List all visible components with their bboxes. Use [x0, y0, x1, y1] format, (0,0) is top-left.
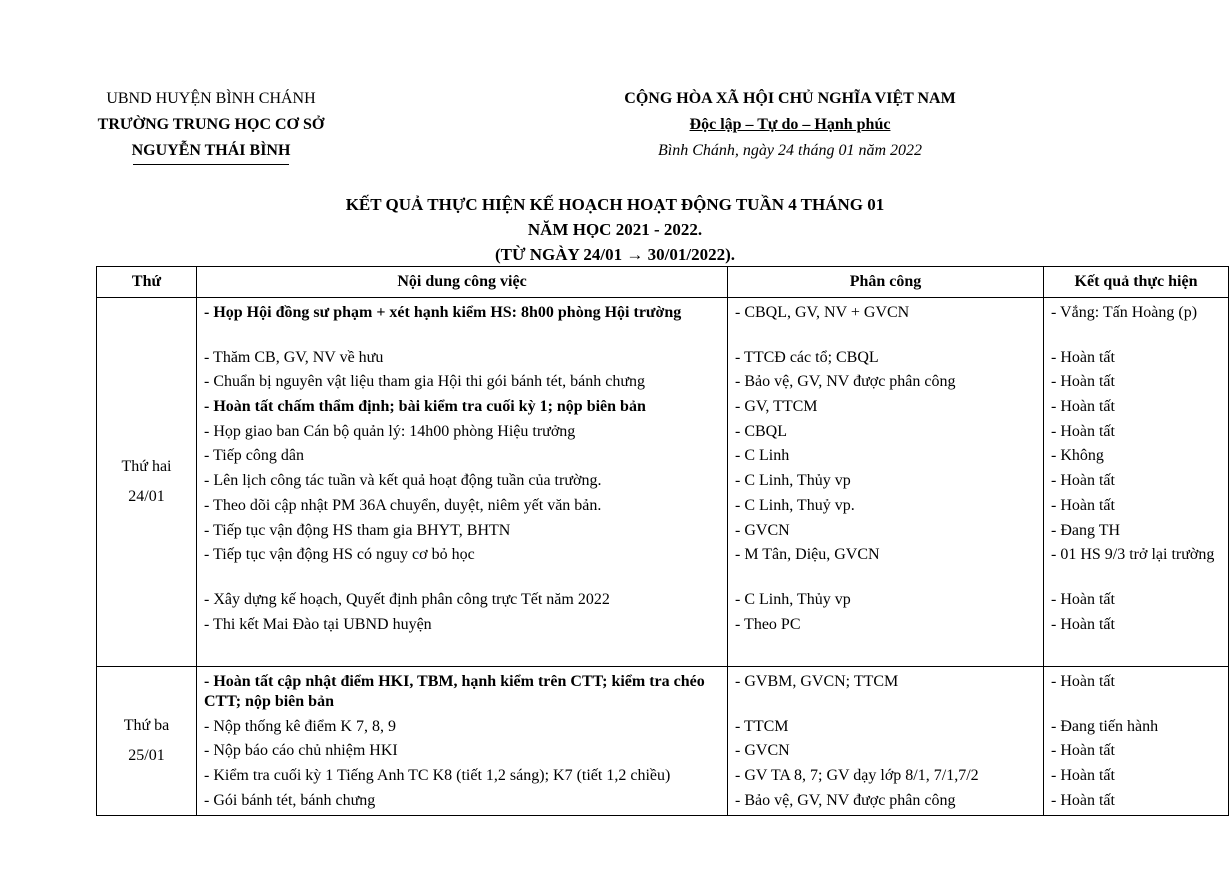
- assign-item: - C Linh, Thủy vp: [735, 472, 851, 490]
- place-date: Bình Chánh, ngày 24 tháng 01 năm 2022: [658, 142, 922, 159]
- result-item: - Hoàn tất: [1051, 742, 1115, 760]
- assign-item: - Theo PC: [735, 615, 801, 633]
- task-item: - Thăm CB, GV, NV về hưu: [204, 348, 384, 366]
- result-item: - Hoàn tất: [1051, 373, 1115, 391]
- title-line-1: KẾT QUẢ THỰC HIỆN KẾ HOẠCH HOẠT ĐỘNG TUẦN 4 THÁNG 01: [345, 195, 885, 214]
- day-date: 25/01: [128, 747, 165, 765]
- task-item: - Tiếp tục vận động HS tham gia BHYT, BHTN: [204, 521, 511, 539]
- table-row: [97, 298, 1229, 667]
- assign-item: - Bảo vệ, GV, NV được phân công: [735, 791, 956, 809]
- plan-table: [96, 266, 1229, 816]
- assign-item: - C Linh: [735, 447, 790, 465]
- result-item: - Không: [1051, 447, 1104, 465]
- title-line-3: (TỪ NGÀY 24/01 → 30/01/2022).: [494, 245, 736, 264]
- result-item: - Hoàn tất: [1051, 673, 1115, 690]
- table-header-row: [97, 267, 1229, 298]
- issuer-district: UBND HUYỆN BÌNH CHÁNH: [106, 90, 316, 107]
- task-item: - Tiếp công dân: [204, 447, 304, 465]
- result-item: - Vắng: Tấn Hoàng (p): [1051, 304, 1198, 321]
- issuer-block: [66, 86, 356, 165]
- issuer-school-type: TRƯỜNG TRUNG HỌC CƠ SỞ: [97, 116, 325, 133]
- table-row: [97, 667, 1229, 816]
- day-name: Thứ ba: [123, 717, 170, 735]
- task-cell: [197, 667, 728, 816]
- document-title: [0, 192, 1230, 267]
- assign-item: - M Tân, Diệu, GVCN: [735, 546, 880, 564]
- result-item: - Hoàn tất: [1051, 496, 1115, 514]
- task-item: - Nộp thống kê điểm K 7, 8, 9: [204, 717, 396, 735]
- result-item: - Hoàn tất: [1051, 615, 1115, 633]
- assign-item: - TTCĐ các tổ; CBQL: [735, 348, 879, 366]
- result-item: - Hoàn tất: [1051, 348, 1115, 366]
- header-assign: Phân công: [728, 267, 1044, 298]
- task-item: - Chuẩn bị nguyên vật liệu tham gia Hội thi gói bánh tét, bánh chưng: [204, 373, 646, 391]
- assign-item: - C Linh, Thuỷ vp.: [735, 496, 855, 514]
- assign-item: - Bảo vệ, GV, NV được phân công: [735, 373, 956, 391]
- task-item: - Họp Hội đồng sư phạm + xét hạnh kiểm HS: 8h00 phòng Hội trường: [204, 304, 682, 321]
- national-motto-block: [590, 86, 990, 164]
- task-item: - Kiểm tra cuối kỳ 1 Tiếng Anh TC K8 (tiết 1,2 sáng); K7 (tiết 1,2 chiều): [204, 767, 671, 785]
- assign-item: - GVCN: [735, 742, 790, 760]
- day-name: Thứ hai: [121, 458, 172, 475]
- result-item: - 01 HS 9/3 trở lại trường: [1051, 546, 1215, 564]
- task-item: - Theo dõi cập nhật PM 36A chuyển, duyệt, niêm yết văn bản.: [204, 496, 602, 514]
- task-item: - Gói bánh tét, bánh chưng: [204, 791, 376, 809]
- assign-cell: [728, 667, 1044, 816]
- day-cell: [97, 667, 197, 816]
- result-item: - Hoàn tất: [1051, 791, 1115, 809]
- result-item: - Hoàn tất: [1051, 767, 1115, 785]
- day-date: 24/01: [128, 488, 165, 505]
- title-line-2: NĂM HỌC 2021 - 2022.: [527, 220, 703, 239]
- task-item: - Tiếp tục vận động HS có nguy cơ bỏ học: [204, 546, 475, 564]
- assign-item: - CBQL: [735, 422, 787, 440]
- assign-item: - GV TA 8, 7; GV dạy lớp 8/1, 7/1,7/2: [735, 767, 979, 785]
- header-task: Nội dung công việc: [197, 267, 728, 298]
- result-item: - Hoàn tất: [1051, 398, 1115, 416]
- result-item: - Đang tiến hành: [1051, 717, 1159, 735]
- result-item: - Hoàn tất: [1051, 590, 1115, 608]
- assign-item: - GV, TTCM: [735, 398, 818, 416]
- result-item: - Đang TH: [1051, 521, 1121, 539]
- country-name: CỘNG HÒA XÃ HỘI CHỦ NGHĨA VIỆT NAM: [624, 90, 956, 107]
- day-cell: [97, 298, 197, 667]
- header-day: Thứ: [97, 267, 197, 298]
- task-cell: [197, 298, 728, 667]
- result-cell: [1044, 667, 1229, 816]
- assign-item: - TTCM: [735, 717, 789, 735]
- task-item: - Xây dựng kế hoạch, Quyết định phân công trực Tết năm 2022: [204, 590, 610, 608]
- result-item: - Hoàn tất: [1051, 422, 1115, 440]
- task-item: - Họp giao ban Cán bộ quản lý: 14h00 phòng Hiệu trưởng: [204, 422, 576, 440]
- issuer-divider: [133, 164, 289, 165]
- assign-item: - GVCN: [735, 521, 790, 539]
- result-cell: [1044, 298, 1229, 667]
- assign-item: - GVBM, GVCN; TTCM: [735, 673, 899, 690]
- assign-cell: [728, 298, 1044, 667]
- task-item: - Hoàn tất cập nhật điểm HKI, TBM, hạnh kiểm trên CTT; kiểm tra chéo CTT; nộp biên bản: [204, 673, 705, 710]
- issuer-school-name: NGUYỄN THÁI BÌNH: [131, 142, 291, 159]
- assign-item: - CBQL, GV, NV + GVCN: [735, 304, 910, 321]
- task-item: - Lên lịch công tác tuần và kết quả hoạt động tuần của trường.: [204, 472, 602, 490]
- task-item: - Thi kết Mai Đào tại UBND huyện: [204, 615, 432, 633]
- task-item: - Hoàn tất chấm thẩm định; bài kiểm tra cuối kỳ 1; nộp biên bản: [204, 398, 646, 416]
- motto: Độc lập – Tự do – Hạnh phúc: [689, 116, 891, 133]
- header-result: Kết quả thực hiện: [1044, 267, 1229, 298]
- task-item: - Nộp báo cáo chủ nhiệm HKI: [204, 742, 398, 760]
- assign-item: - C Linh, Thủy vp: [735, 590, 851, 608]
- result-item: - Hoàn tất: [1051, 472, 1115, 490]
